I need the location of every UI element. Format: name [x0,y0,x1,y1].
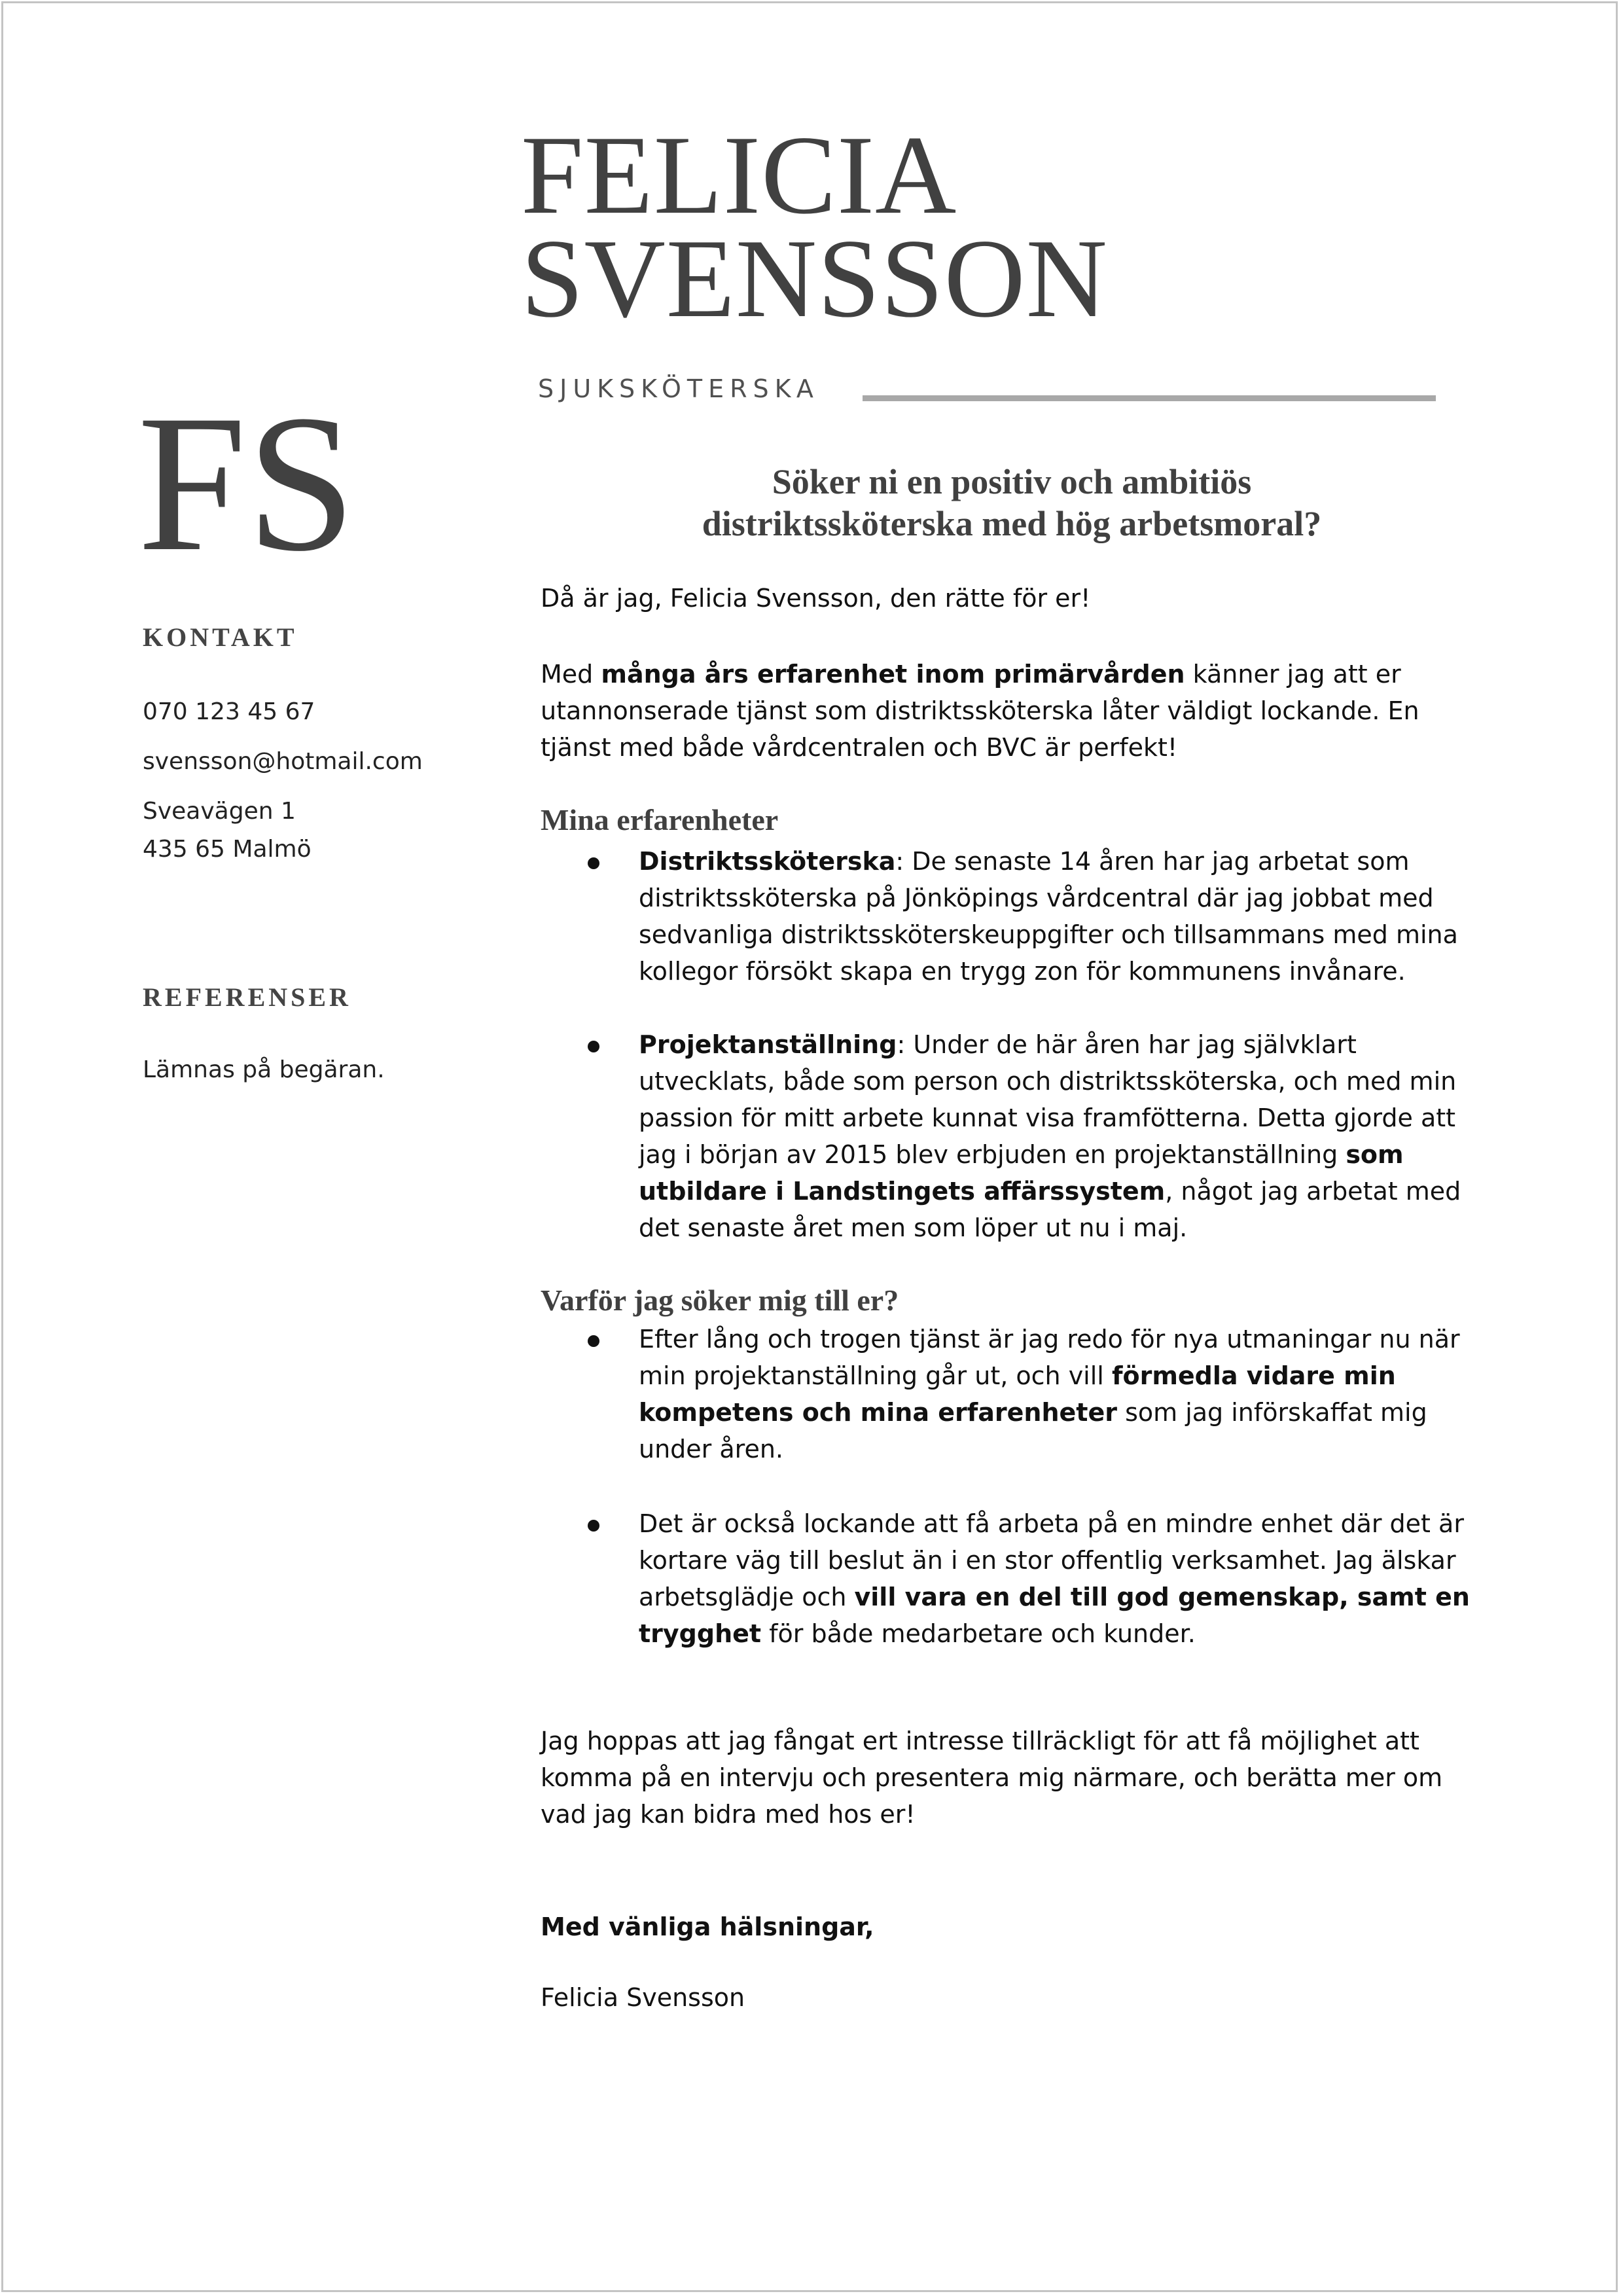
phone-number: 070 123 45 67 [143,698,315,725]
references-heading: REFERENSER [143,982,351,1012]
email-address: svensson@hotmail.com [143,748,423,775]
p1-text-post: känner jag att er utannonserade tjänst som distriktssköterska låter väldigt lockande. En tjänst med både vårdcentralen och BVC är perfekt! [541,660,1419,762]
bullet-icon [588,857,599,869]
bullet-text-bold: som utbildare i Landstingets affärssystem [639,1140,1404,1206]
bullet-text: som jag införskaffat mig under åren. [639,1398,1427,1463]
bullet-text: för både medarbetare och kunder. [761,1619,1196,1648]
greeting: Med vänliga hälsningar, [541,1912,874,1941]
letter-headline [541,461,1483,545]
bullet-text: , något jag arbetat med det senaste året men som löper ut nu i maj. [639,1177,1461,1242]
bullet-text: Efter lång och trogen tjänst är jag redo för nya utmaningar nu när min projektanställning går ut, och vill [639,1325,1460,1390]
bullet-text-bold: vill vara en del till god gemenskap, samt en trygghet [639,1583,1470,1648]
bullet-label: Distriktssköterska [639,847,896,876]
job-title: SJUKSKÖTERSKA [538,374,819,403]
intro-paragraph: Då är jag, Felicia Svensson, den rätte för er! [541,584,1091,613]
experience-heading: Mina erfarenheter [541,803,779,836]
bullet-item-smaller-unit [639,1505,1496,1652]
monogram: FS [137,374,356,592]
experience-paragraph [541,656,1489,766]
address-line-1: Sveavägen 1 [143,798,296,825]
contact-heading: KONTAKT [143,622,298,652]
title-divider [863,395,1436,401]
p1-text-pre: Med [541,660,601,689]
bullet-item-project-employment [639,1026,1496,1246]
bullet-icon [588,1520,599,1532]
headline-line-2: distriktssköterska med hög arbetsmoral? [702,504,1322,543]
address-line-2: 435 65 Malmö [143,836,312,863]
bullet-icon [588,1335,599,1347]
bullet-item-new-challenges [639,1321,1496,1467]
name-last: SVENSSON [521,217,1108,341]
bullet-item-district-nurse [639,843,1496,990]
bullet-label: Projektanställning [639,1030,897,1059]
signature: Felicia Svensson [541,1983,745,2012]
bullet-icon [588,1041,599,1052]
bullet-text: : De senaste 14 åren har jag arbetat som distriktssköterska på Jönköpings vårdcentral där jag jobbat med sedvanliga distriktssköterskeuppgifter och tillsammans med mina kollegor försökt skapa en trygg zon för kommunens invånare. [639,847,1458,986]
bullet-text: : Under de här åren har jag självklart utvecklats, både som person och distriktssköterska, och med min passion för mitt arbete kunnat visa framfötterna. Detta gjorde att jag i början av 2015 blev erbjuden en projektanställning [639,1030,1457,1169]
p1-text-bold: många års erfarenhet inom primärvården [601,660,1185,689]
bullet-text: Det är också lockande att få arbeta på en mindre enhet där det är kortare väg till beslut än i en stor offentlig verksamhet. Jag älskar arbetsglädje och [639,1509,1464,1611]
name-first: FELICIA [521,113,957,238]
closing-paragraph: Jag hoppas att jag fångat ert intresse tillräckligt för att få möjlighet att komma på en intervju och presentera mig närmare, och berätta mer om vad jag kan bidra med hos er! [541,1727,1443,1829]
why-heading: Varför jag söker mig till er? [541,1283,899,1317]
bullet-text-bold: förmedla vidare min kompetens och mina erfarenheter [639,1361,1396,1427]
headline-line-1: Söker ni en positiv och ambitiös [772,462,1252,501]
references-text: Lämnas på begäran. [143,1056,385,1083]
